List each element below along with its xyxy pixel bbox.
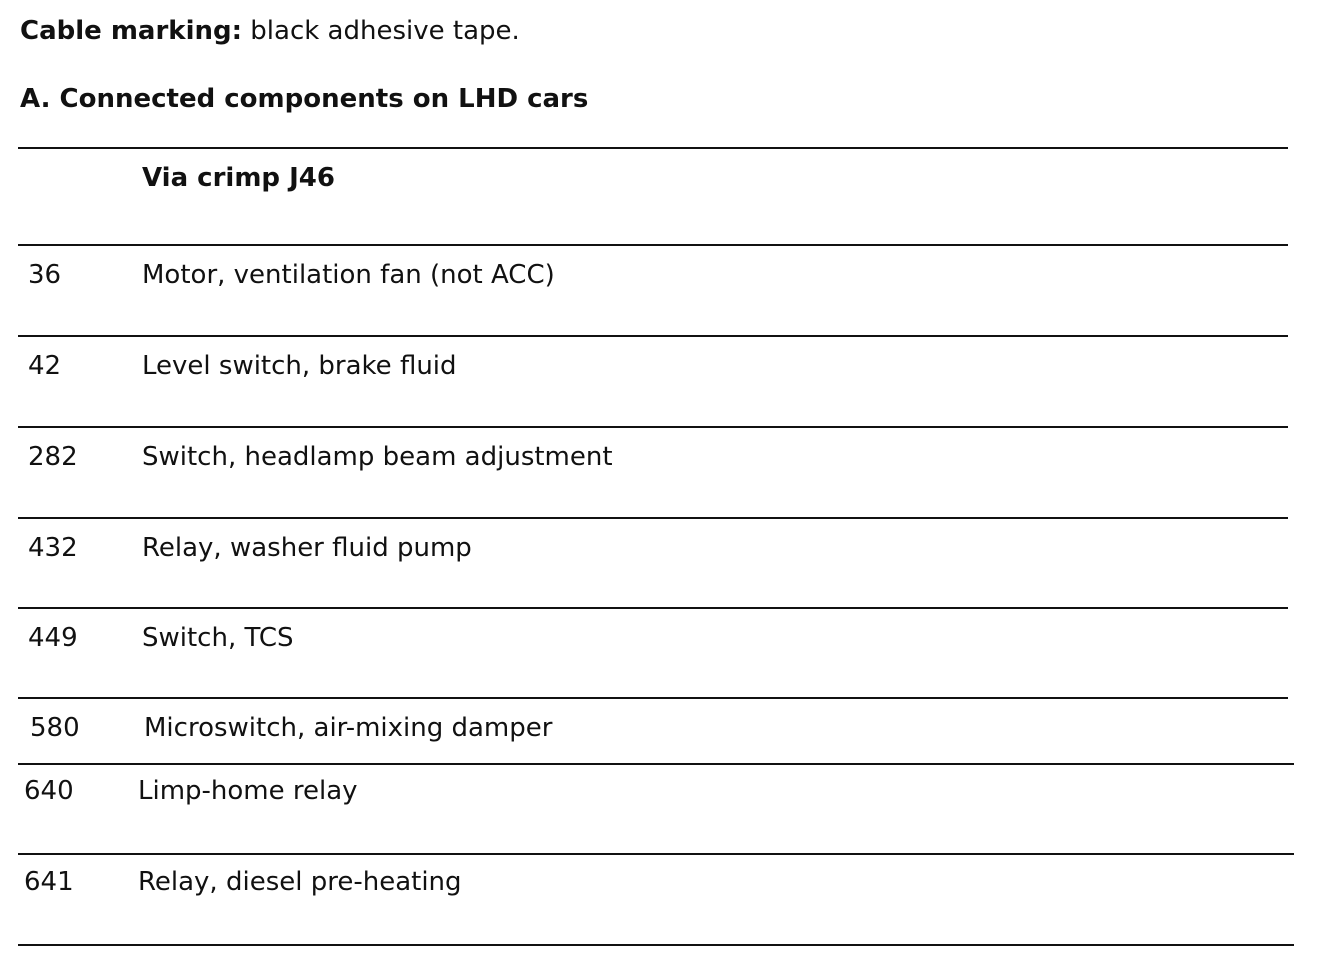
row-number: 36	[28, 260, 62, 290]
row-number: 640	[24, 776, 74, 806]
row-description: Limp-home relay	[138, 776, 358, 806]
column-header: Via crimp J46	[142, 163, 335, 193]
row-rule	[18, 607, 1288, 609]
row-description: Switch, TCS	[142, 623, 294, 653]
row-description: Switch, headlamp beam adjustment	[142, 442, 613, 472]
row-rule	[18, 335, 1288, 337]
row-rule	[18, 697, 1288, 699]
row-description: Level switch, brake fluid	[142, 351, 457, 381]
table-bottom-rule	[18, 944, 1294, 946]
row-rule	[18, 426, 1288, 428]
row-number: 641	[24, 867, 74, 897]
cable-marking-label: Cable marking:	[20, 16, 243, 46]
row-rule	[18, 763, 1294, 765]
row-description: Relay, washer fluid pump	[142, 533, 472, 563]
section-heading: A. Connected components on LHD cars	[20, 84, 589, 114]
row-description: Microswitch, air-mixing damper	[144, 713, 553, 743]
row-description: Motor, ventilation fan (not ACC)	[142, 260, 555, 290]
row-number: 449	[28, 623, 78, 653]
cable-marking-line	[20, 14, 520, 48]
row-description: Relay, diesel pre-heating	[138, 867, 462, 897]
row-number: 580	[30, 713, 80, 743]
row-number: 42	[28, 351, 62, 381]
row-rule	[18, 244, 1288, 246]
table-top-rule	[18, 147, 1288, 149]
row-number: 282	[28, 442, 78, 472]
row-rule	[18, 853, 1294, 855]
row-number: 432	[28, 533, 78, 563]
row-rule	[18, 517, 1288, 519]
cable-marking-value: black adhesive tape.	[242, 16, 520, 46]
